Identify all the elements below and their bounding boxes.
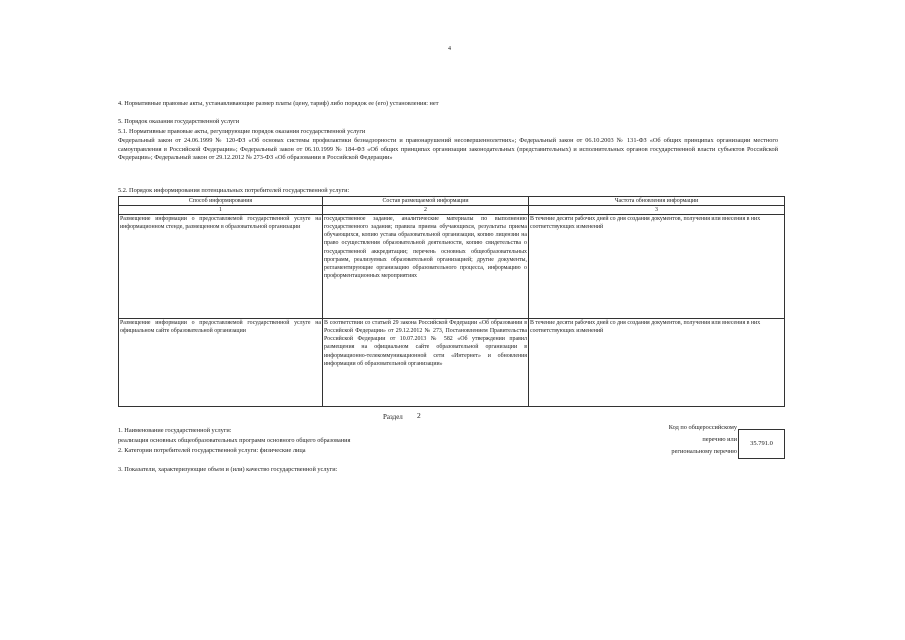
section-5-1-legal-acts: Федеральный закон от 24.06.1999 № 120-ФЗ «Об основах системы профилактики безнадзорности и правонарушений несовершеннолетних»; Федеральный закон от 06.10.2003 № 131-ФЗ «Об общих принципах организации местного самоуправления в Российской Федерации»; Федеральный закон от 06.10.1999 № 184-ФЗ «Об общих принципах организации законодательных (представительных) и исполнительных органов государственной власти субъектов Российской Федерации»; Федеральный закон от 29.12.2012 № 273-ФЗ «Об образовании в Российской Федерации»	[118, 137, 778, 162]
section-4-fee-acts: 4. Нормативные правовые акты, устанавливающие размер платы (цену, тариф) либо порядок ее (его) установления: нет	[118, 100, 439, 107]
table-number-row	[119, 206, 785, 215]
table-row	[119, 215, 785, 319]
column-number: 3	[529, 206, 785, 215]
part-label: Раздел	[383, 413, 403, 421]
code-label-line-2: перечню или	[702, 436, 737, 443]
section-5-2-title: 5.2. Порядок информирования потенциальных потребителей государственной услуги:	[118, 187, 350, 194]
service-name: реализация основных общеобразовательных программ основного общего образования	[118, 437, 351, 444]
content-cell: государственное задание, аналитические материалы по выполнению государственного задания; правила приема обучающихся, результаты приема обучающихся, копию устава образовательной организации, копию лицензии на право осуществления образовательной деятельности, копию свидетельства о государственной аккредитации; перечень основных общеобразовательных программ, реализуемых образовательной организацией; другие документы, регламентирующие организацию образовательного процесса, информацию о проформентационных мероприятиях	[323, 215, 529, 319]
header-content: Состав размещаемой информации	[323, 197, 529, 206]
consumer-categories: 2. Категории потребителей государственной услуги: физические лица	[118, 447, 306, 454]
table-row	[119, 319, 785, 407]
header-method: Способ информирования	[119, 197, 323, 206]
column-number: 1	[119, 206, 323, 215]
registry-code-box: 35.791.0	[738, 429, 785, 459]
code-label-line-3: региональному перечню	[671, 448, 737, 455]
page-number: 4	[448, 46, 451, 52]
code-label-line-1: Код по общероссийскому	[668, 424, 737, 431]
content-cell: В соответствии со статьей 29 закона Российской Федерации «Об образовании в Российской Федерации» от 29.12.2012 № 273, Постановлением Правительства Российской Федерации от 10.07.2013 № 582 «Об утверждении правил размещения на официальном сайте образовательной организации в информационно-телекоммуникационной сети «Интернет» и обновления информации об образовательной организации»	[323, 319, 529, 407]
part-number: 2	[417, 411, 421, 420]
frequency-cell: В течение десяти рабочих дней со дня создания документов, получения или внесения в них соответствующих изменений	[529, 319, 785, 407]
column-number: 2	[323, 206, 529, 215]
information-table	[118, 196, 785, 407]
section-3-indicators: 3. Показатели, характеризующие объем и (или) качество государственной услуги:	[118, 466, 338, 473]
header-frequency: Частота обновления информации	[529, 197, 785, 206]
section-5-1-title: 5.1. Нормативные правовые акты, регулирующие порядок оказания государственной услуги	[118, 128, 366, 135]
section-5-title: 5. Порядок оказания государственной услуги	[118, 118, 240, 125]
method-cell: Размещение информации о предоставляемой государственной услуге на информационном стенде, размещенном в образовательной организации	[119, 215, 323, 319]
table-header-row	[119, 197, 785, 206]
method-cell: Размещение информации о предоставляемой государственной услуге на официальном сайте образовательной организации	[119, 319, 323, 407]
service-name-label: 1. Наименование государственной услуги:	[118, 427, 232, 434]
frequency-cell: В течение десяти рабочих дней со дня создания документов, получения или внесения в них соответствующих изменений	[529, 215, 785, 319]
